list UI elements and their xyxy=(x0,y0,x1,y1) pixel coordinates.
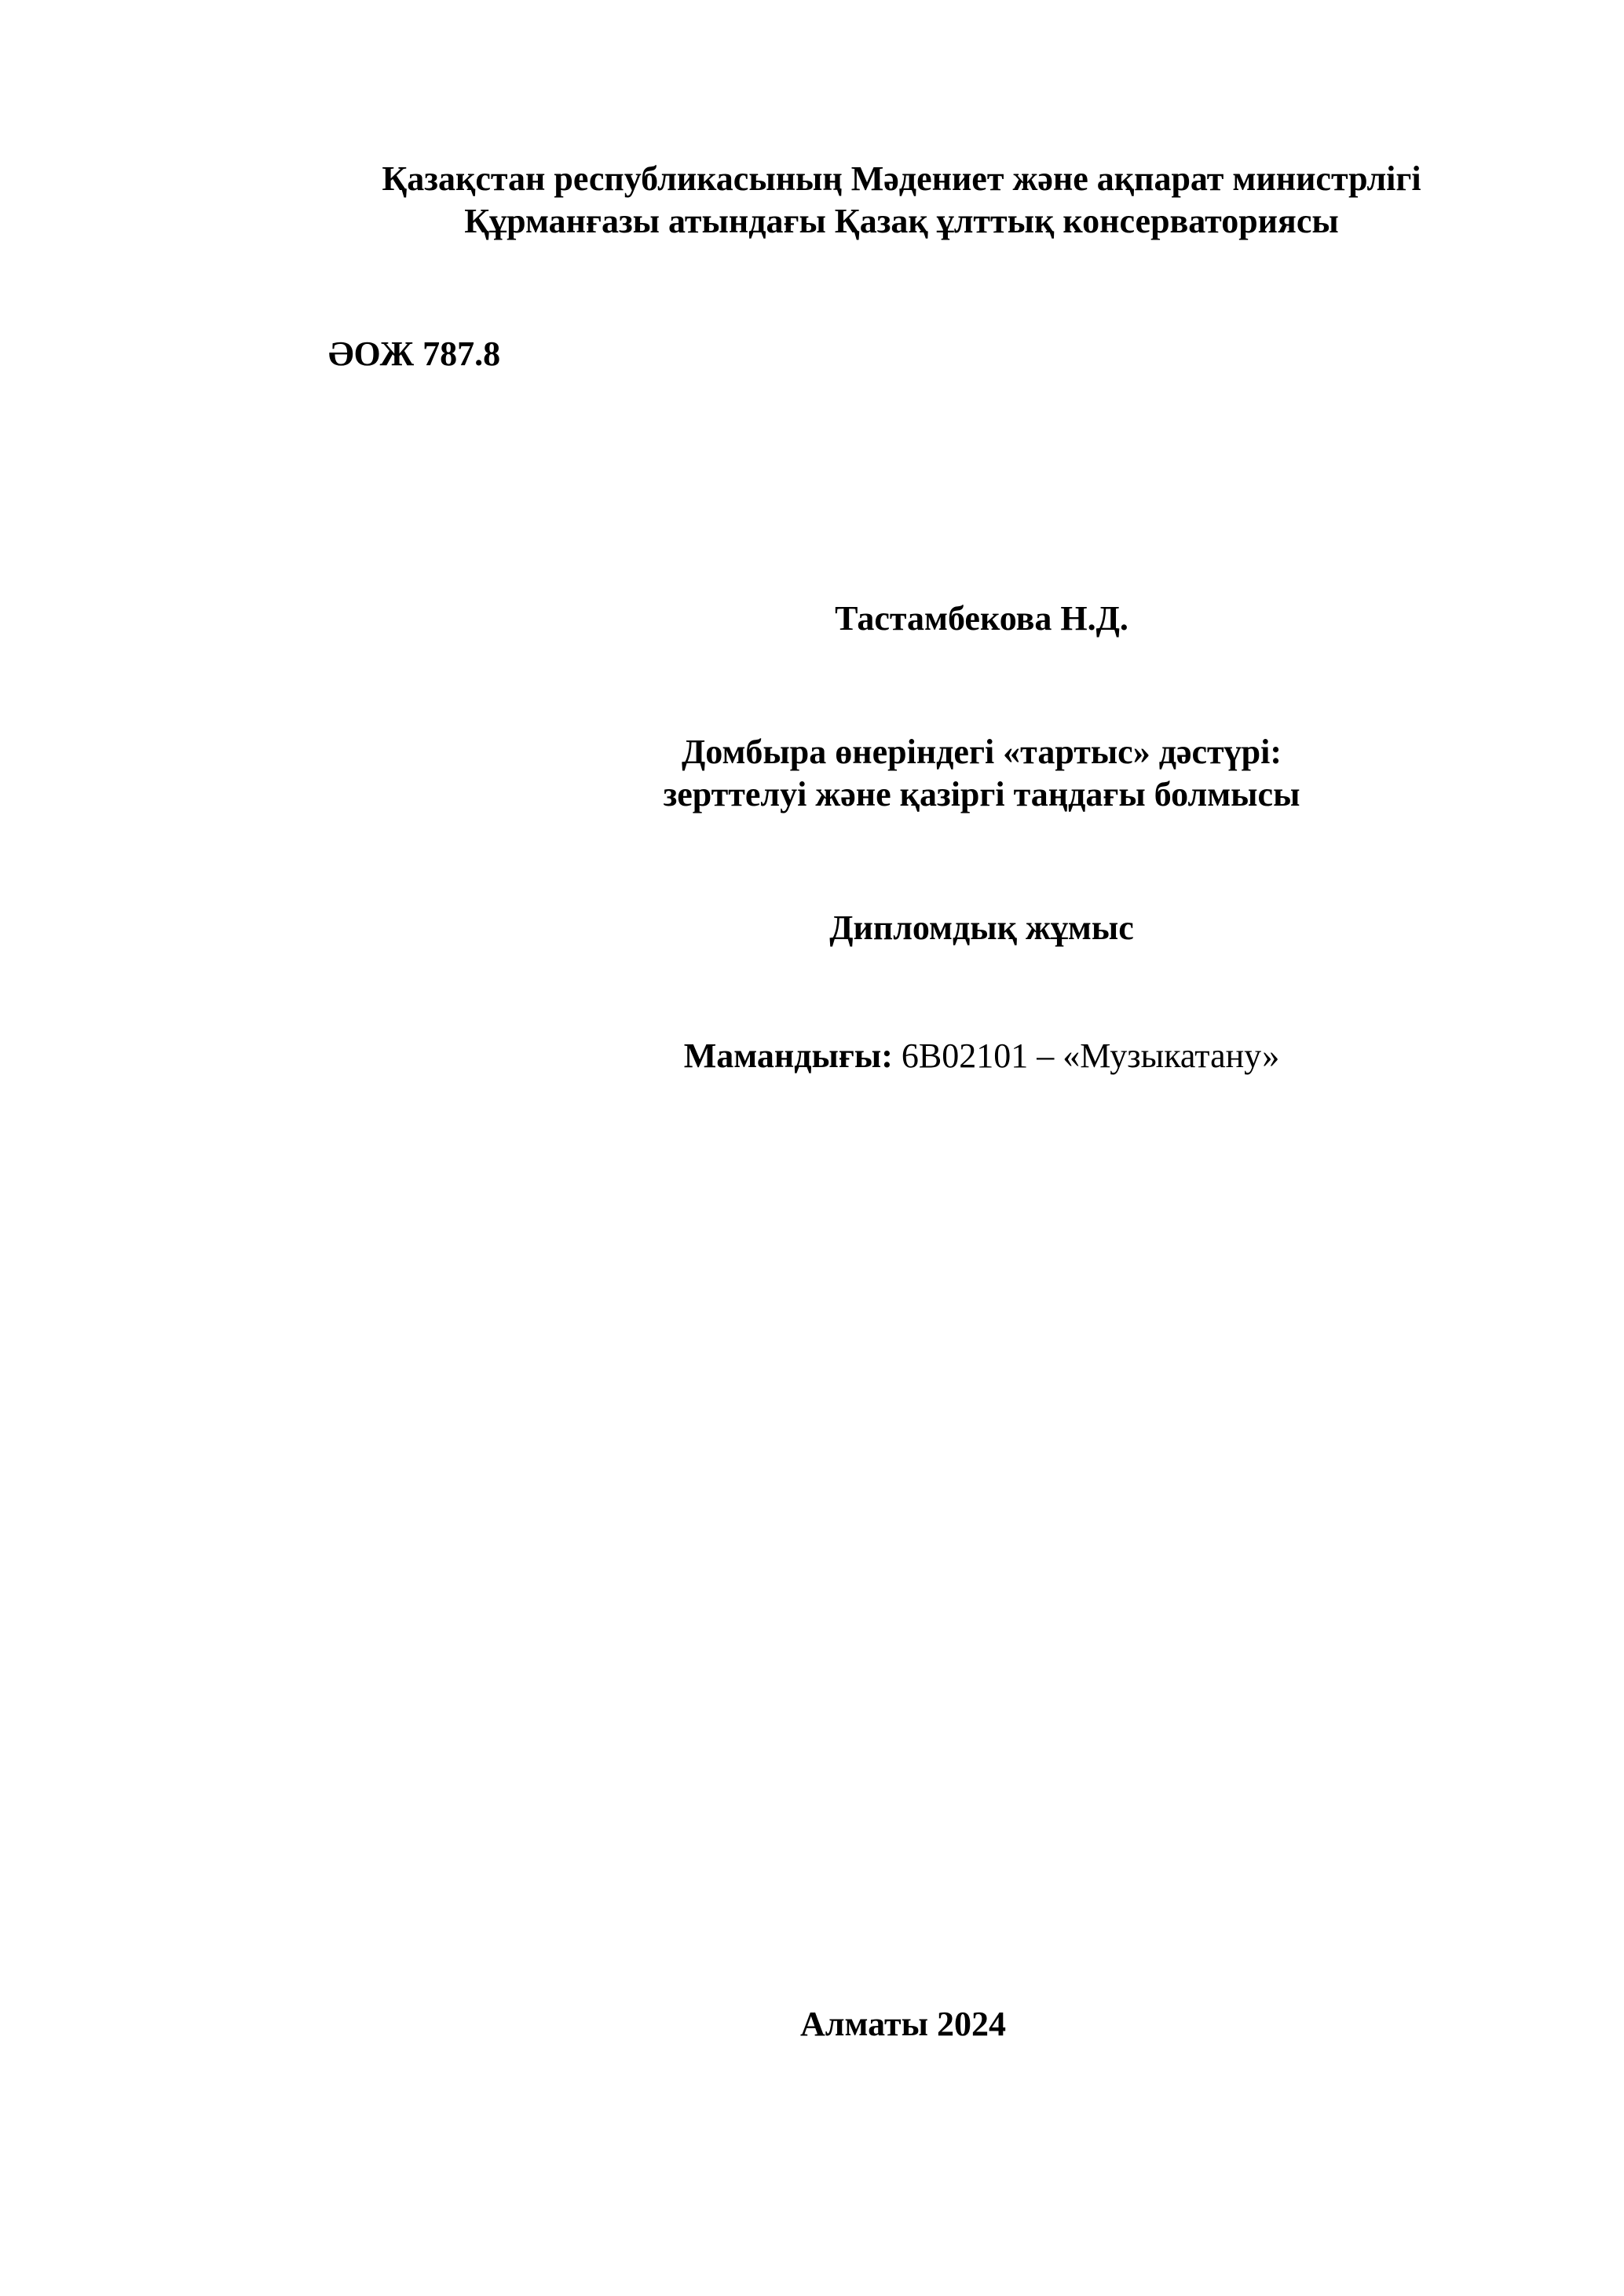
author-name: Тастамбекова Н.Д. xyxy=(835,599,1128,638)
institution-heading: Құрманғазы атындағы Қазақ ұлттық консерваториясы xyxy=(464,202,1339,240)
specialty-line xyxy=(581,1034,1382,1078)
thesis-title-line-1: Домбыра өнеріндегі «тартыс» дәстүрі: xyxy=(682,733,1282,771)
ministry-heading: Қазақстан республикасының Мәдениет және ақпарат министрлігі xyxy=(382,159,1421,198)
udc-code: ӘОЖ 787.8 xyxy=(328,335,501,373)
thesis-title-line-2: зерттелуі және қазіргі таңдағы болмысы xyxy=(663,775,1300,813)
specialty-label: Мамандығы: xyxy=(683,1036,893,1075)
specialty-value: 6В02101 – «Музыкатану» xyxy=(892,1036,1280,1075)
work-type: Дипломдық жұмыс xyxy=(829,909,1134,947)
city-year: Алматы 2024 xyxy=(800,2005,1006,2043)
